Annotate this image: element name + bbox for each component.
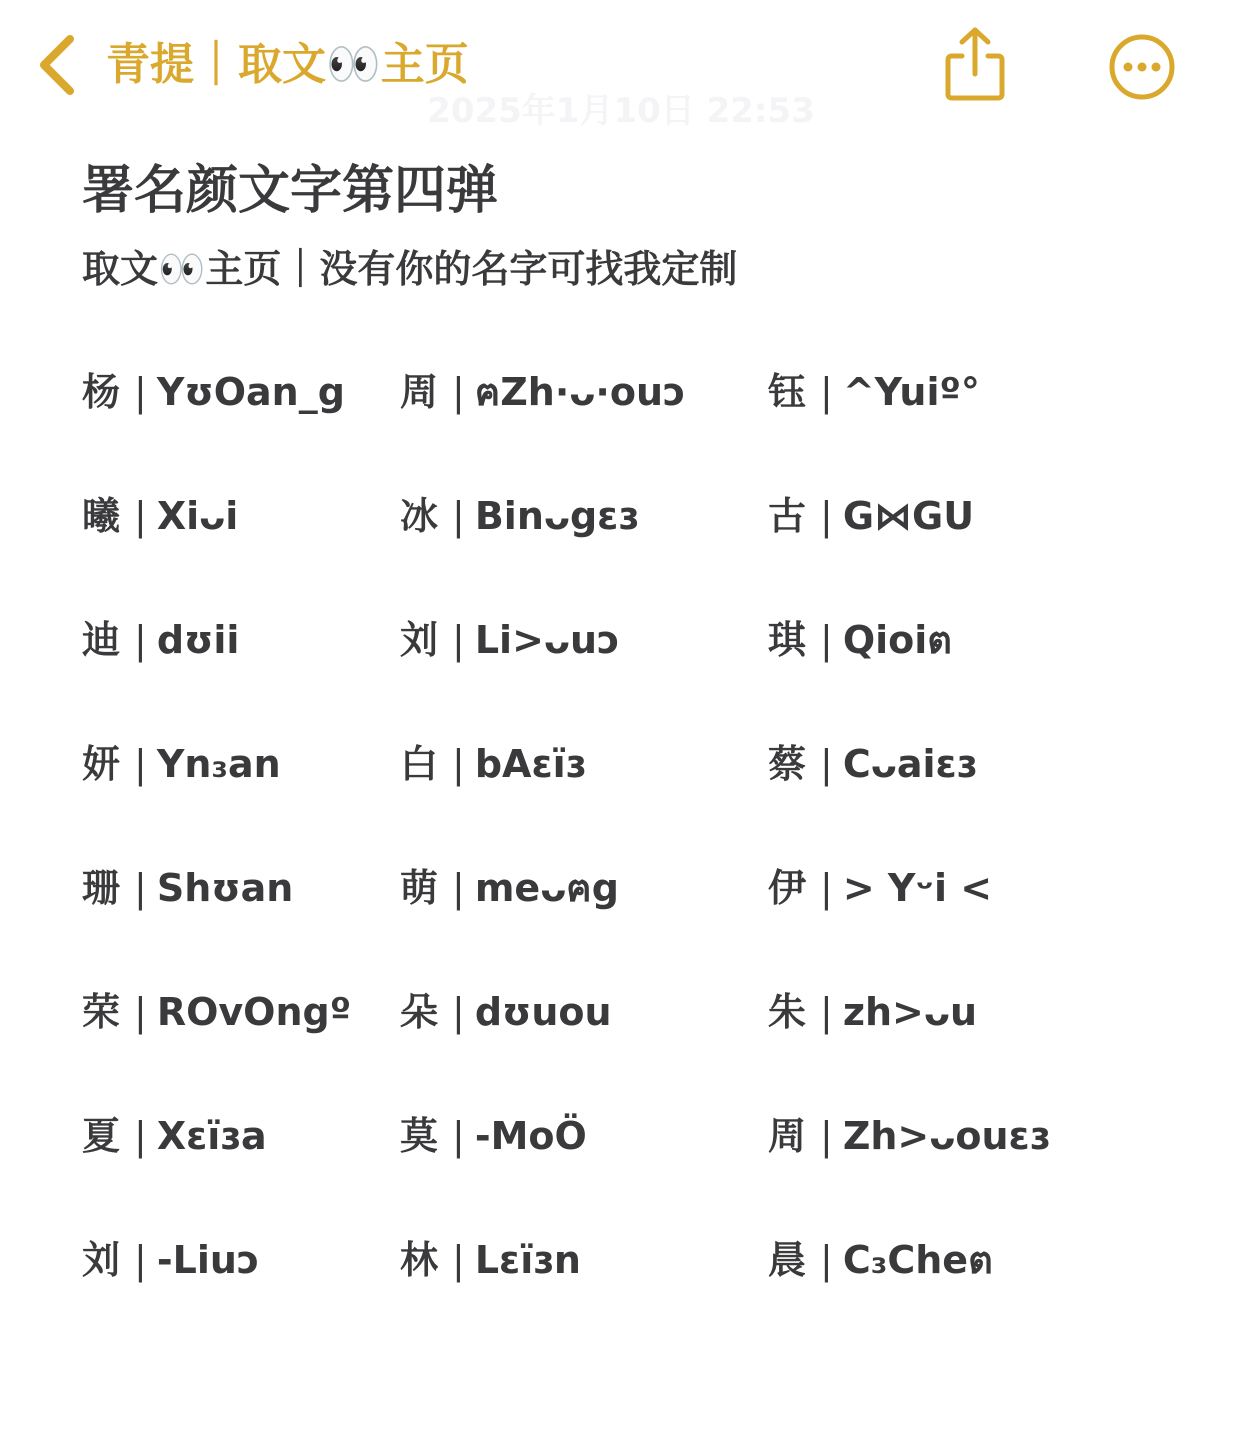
kaomoji-text: dʊuou [474, 990, 612, 1034]
name-entry [82, 1230, 259, 1290]
name-char: 珊 [82, 866, 121, 910]
name-char: 晨 [768, 1238, 807, 1282]
note-subtitle: 取文👀主页｜没有你的名字可找我定制 [82, 247, 738, 291]
separator: | [452, 866, 465, 910]
name-entry [400, 1230, 581, 1290]
name-row [0, 1106, 1242, 1166]
name-char: 蔡 [768, 742, 807, 786]
name-char: 刘 [82, 1238, 121, 1282]
kaomoji-text: YʊOan_g [156, 370, 345, 414]
kaomoji-text: > Yᵕi < [842, 866, 993, 910]
separator: | [134, 1238, 147, 1282]
name-entry [768, 734, 977, 794]
separator: | [820, 742, 833, 786]
kaomoji-text: Shʊan [156, 866, 294, 910]
separator: | [452, 990, 465, 1034]
name-char: 曦 [82, 494, 121, 538]
name-row [0, 486, 1242, 546]
name-char: 伊 [768, 866, 807, 910]
separator: | [820, 990, 833, 1034]
kaomoji-text: C₃Cheต [842, 1238, 993, 1282]
name-entry [768, 1106, 1050, 1166]
kaomoji-text: Xiᴗi [156, 494, 239, 538]
kaomoji-text: G⋈GU [842, 494, 975, 538]
kaomoji-text: Lɛïɜn [474, 1238, 581, 1282]
separator: | [820, 1238, 833, 1282]
kaomoji-text: ^Yuiº° [842, 370, 980, 414]
separator: | [820, 618, 833, 662]
name-entry [400, 734, 586, 794]
back-label: 青提｜取文👀主页 [106, 39, 469, 90]
separator: | [134, 618, 147, 662]
separator: | [134, 370, 147, 414]
name-char: 周 [400, 370, 439, 414]
name-row [0, 734, 1242, 794]
name-entry [400, 610, 620, 670]
name-char: 冰 [400, 494, 439, 538]
kaomoji-text: zh>ᴗu [842, 990, 977, 1034]
name-entry [400, 362, 686, 422]
name-char: 朱 [768, 990, 807, 1034]
name-char: 琪 [768, 618, 807, 662]
name-entry [768, 610, 952, 670]
name-entry [82, 982, 351, 1042]
name-char: 古 [768, 494, 807, 538]
separator: | [820, 866, 833, 910]
name-char: 钰 [768, 370, 807, 414]
name-entry [768, 982, 977, 1042]
kaomoji-text: -MoÖ [474, 1114, 587, 1158]
separator: | [452, 494, 465, 538]
name-char: 刘 [400, 618, 439, 662]
name-entry [82, 610, 239, 670]
name-entry [768, 362, 980, 422]
name-row [0, 1230, 1242, 1290]
name-char: 朵 [400, 990, 439, 1034]
name-char: 妍 [82, 742, 121, 786]
name-entry [82, 486, 238, 546]
name-row [0, 982, 1242, 1042]
name-row [0, 858, 1242, 918]
name-char: 周 [768, 1114, 807, 1158]
name-entry [400, 1106, 587, 1166]
separator: | [452, 742, 465, 786]
separator: | [452, 618, 465, 662]
separator: | [134, 742, 147, 786]
kaomoji-text: Xɛïɜa [156, 1114, 267, 1158]
name-row [0, 362, 1242, 422]
separator: | [452, 1238, 465, 1282]
name-char: 荣 [82, 990, 121, 1034]
name-char: 杨 [82, 370, 121, 414]
separator: | [820, 494, 833, 538]
separator: | [134, 494, 147, 538]
name-char: 莫 [400, 1114, 439, 1158]
name-char: 白 [400, 742, 439, 786]
name-char: 迪 [82, 618, 121, 662]
note-timestamp: 2025年1月10日 22:53 [427, 91, 815, 131]
kaomoji-text: dʊii [156, 618, 240, 662]
name-entry [82, 362, 345, 422]
kaomoji-text: Zh>ᴗouɛɜ [842, 1114, 1051, 1158]
separator: | [134, 990, 147, 1034]
name-char: 萌 [400, 866, 439, 910]
name-char: 夏 [82, 1114, 121, 1158]
kaomoji-text: Yn₃an [156, 742, 281, 786]
name-entry [82, 1106, 267, 1166]
separator: | [452, 1114, 465, 1158]
name-entry [400, 486, 639, 546]
name-entry [768, 486, 974, 546]
kaomoji-text: bAɛïɜ [474, 742, 587, 786]
kaomoji-text: Binᴗgɛɜ [474, 494, 640, 538]
kaomoji-text: meᴗฅg [474, 866, 619, 910]
kaomoji-text: -Liuɔ [156, 1238, 260, 1282]
kaomoji-text: Cᴗaiɛɜ [842, 742, 978, 786]
name-entry [82, 734, 281, 794]
name-entry [768, 1230, 993, 1290]
name-entry [400, 858, 619, 918]
name-entry [768, 858, 992, 918]
separator: | [134, 1114, 147, 1158]
separator: | [820, 1114, 833, 1158]
separator: | [452, 370, 465, 414]
name-char: 林 [400, 1238, 439, 1282]
note-title: 署名颜文字第四弹 [82, 161, 499, 221]
separator: | [134, 866, 147, 910]
kaomoji-text: ROvOngº [156, 990, 352, 1034]
kaomoji-text: Qioiต [842, 618, 952, 662]
separator: | [820, 370, 833, 414]
kaomoji-text: ฅZh·ᴗ·ouɔ [474, 370, 686, 414]
name-row [0, 610, 1242, 670]
name-entry [400, 982, 612, 1042]
kaomoji-text: Li>ᴗuɔ [474, 618, 620, 662]
name-entry [82, 858, 293, 918]
